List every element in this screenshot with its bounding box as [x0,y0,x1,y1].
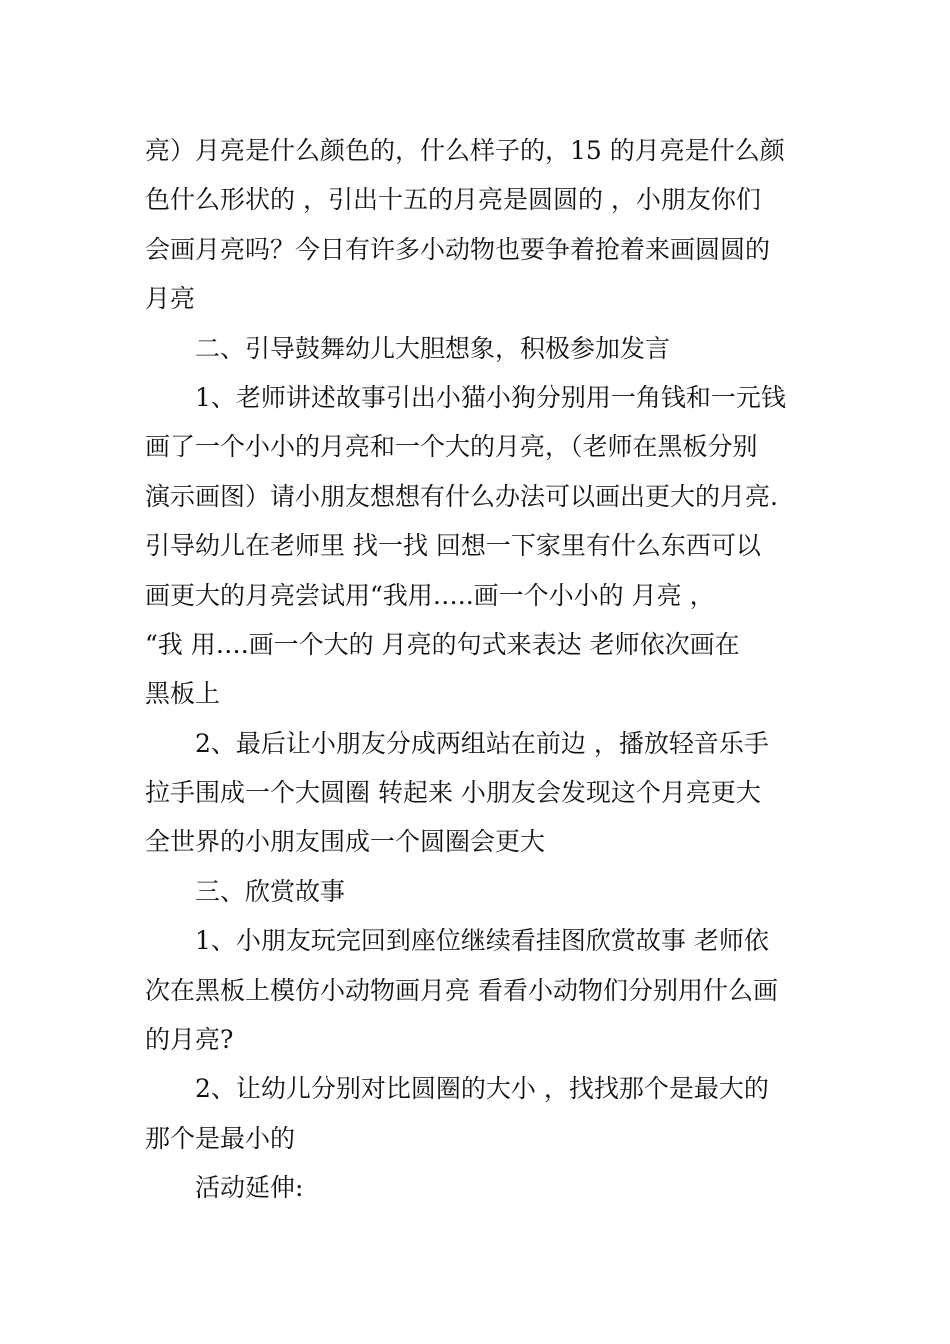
text-line: 次在黑板上模仿小动物画月亮 看看小动物们分别用什么画 [145,975,778,1005]
document-body [145,126,810,1213]
text-line: 那个是最小的 [145,1123,296,1153]
text-line: 1、小朋友玩完回到座位继续看挂图欣赏故事 老师依 [195,926,769,956]
text-line: 画更大的月亮尝试用“我用…..画一个小小的 月亮 ， [145,580,715,610]
section-heading: 二、引导鼓舞幼儿大胆想象，积极参加发言 [195,333,671,363]
text-line: 黑板上 [145,679,221,709]
text-line: 色什么形状的 ，引出十五的月亮是圆圆的 ，小朋友你们 [145,185,761,215]
text-line: 全世界的小朋友围成一个圆圈会更大 [145,827,546,857]
text-line: 2、最后让小朋友分成两组站在前边 ，播放轻音乐手 [195,728,769,758]
text-line: 拉手围成一个大圆圈 转起来 小朋友会发现这个月亮更大 [145,778,761,808]
section-heading: 三、欣赏故事 [195,876,346,906]
text-line: 1、老师讲述故事引出小猫小狗分别用一角钱和一元钱 [195,382,786,412]
text-line: 会画月亮吗？今日有许多小动物也要争着抢着来画圆圆的 [145,234,771,264]
text-line: 引导幼儿在老师里 找一找 回想一下家里有什么东西可以 [145,531,761,561]
text-line: 亮）月亮是什么颜色的，什么样子的，15 的月亮是什么颜 [145,136,785,165]
text-line: 月亮 [145,284,196,314]
text-line: 的月亮? [145,1025,234,1055]
text-line: “我 用….画一个大的 月亮的句式来表达 老师依次画在 [145,629,740,659]
text-line: 画了一个小小的月亮和一个大的月亮，（老师在黑板分别 [145,432,758,462]
section-heading: 活动延伸: [195,1173,304,1203]
text-line: 2、让幼儿分别对比圆圈的大小 ，找找那个是最大的 [195,1074,769,1104]
text-line: 演示画图）请小朋友想想有什么办法可以画出更大的月亮. [145,481,778,511]
